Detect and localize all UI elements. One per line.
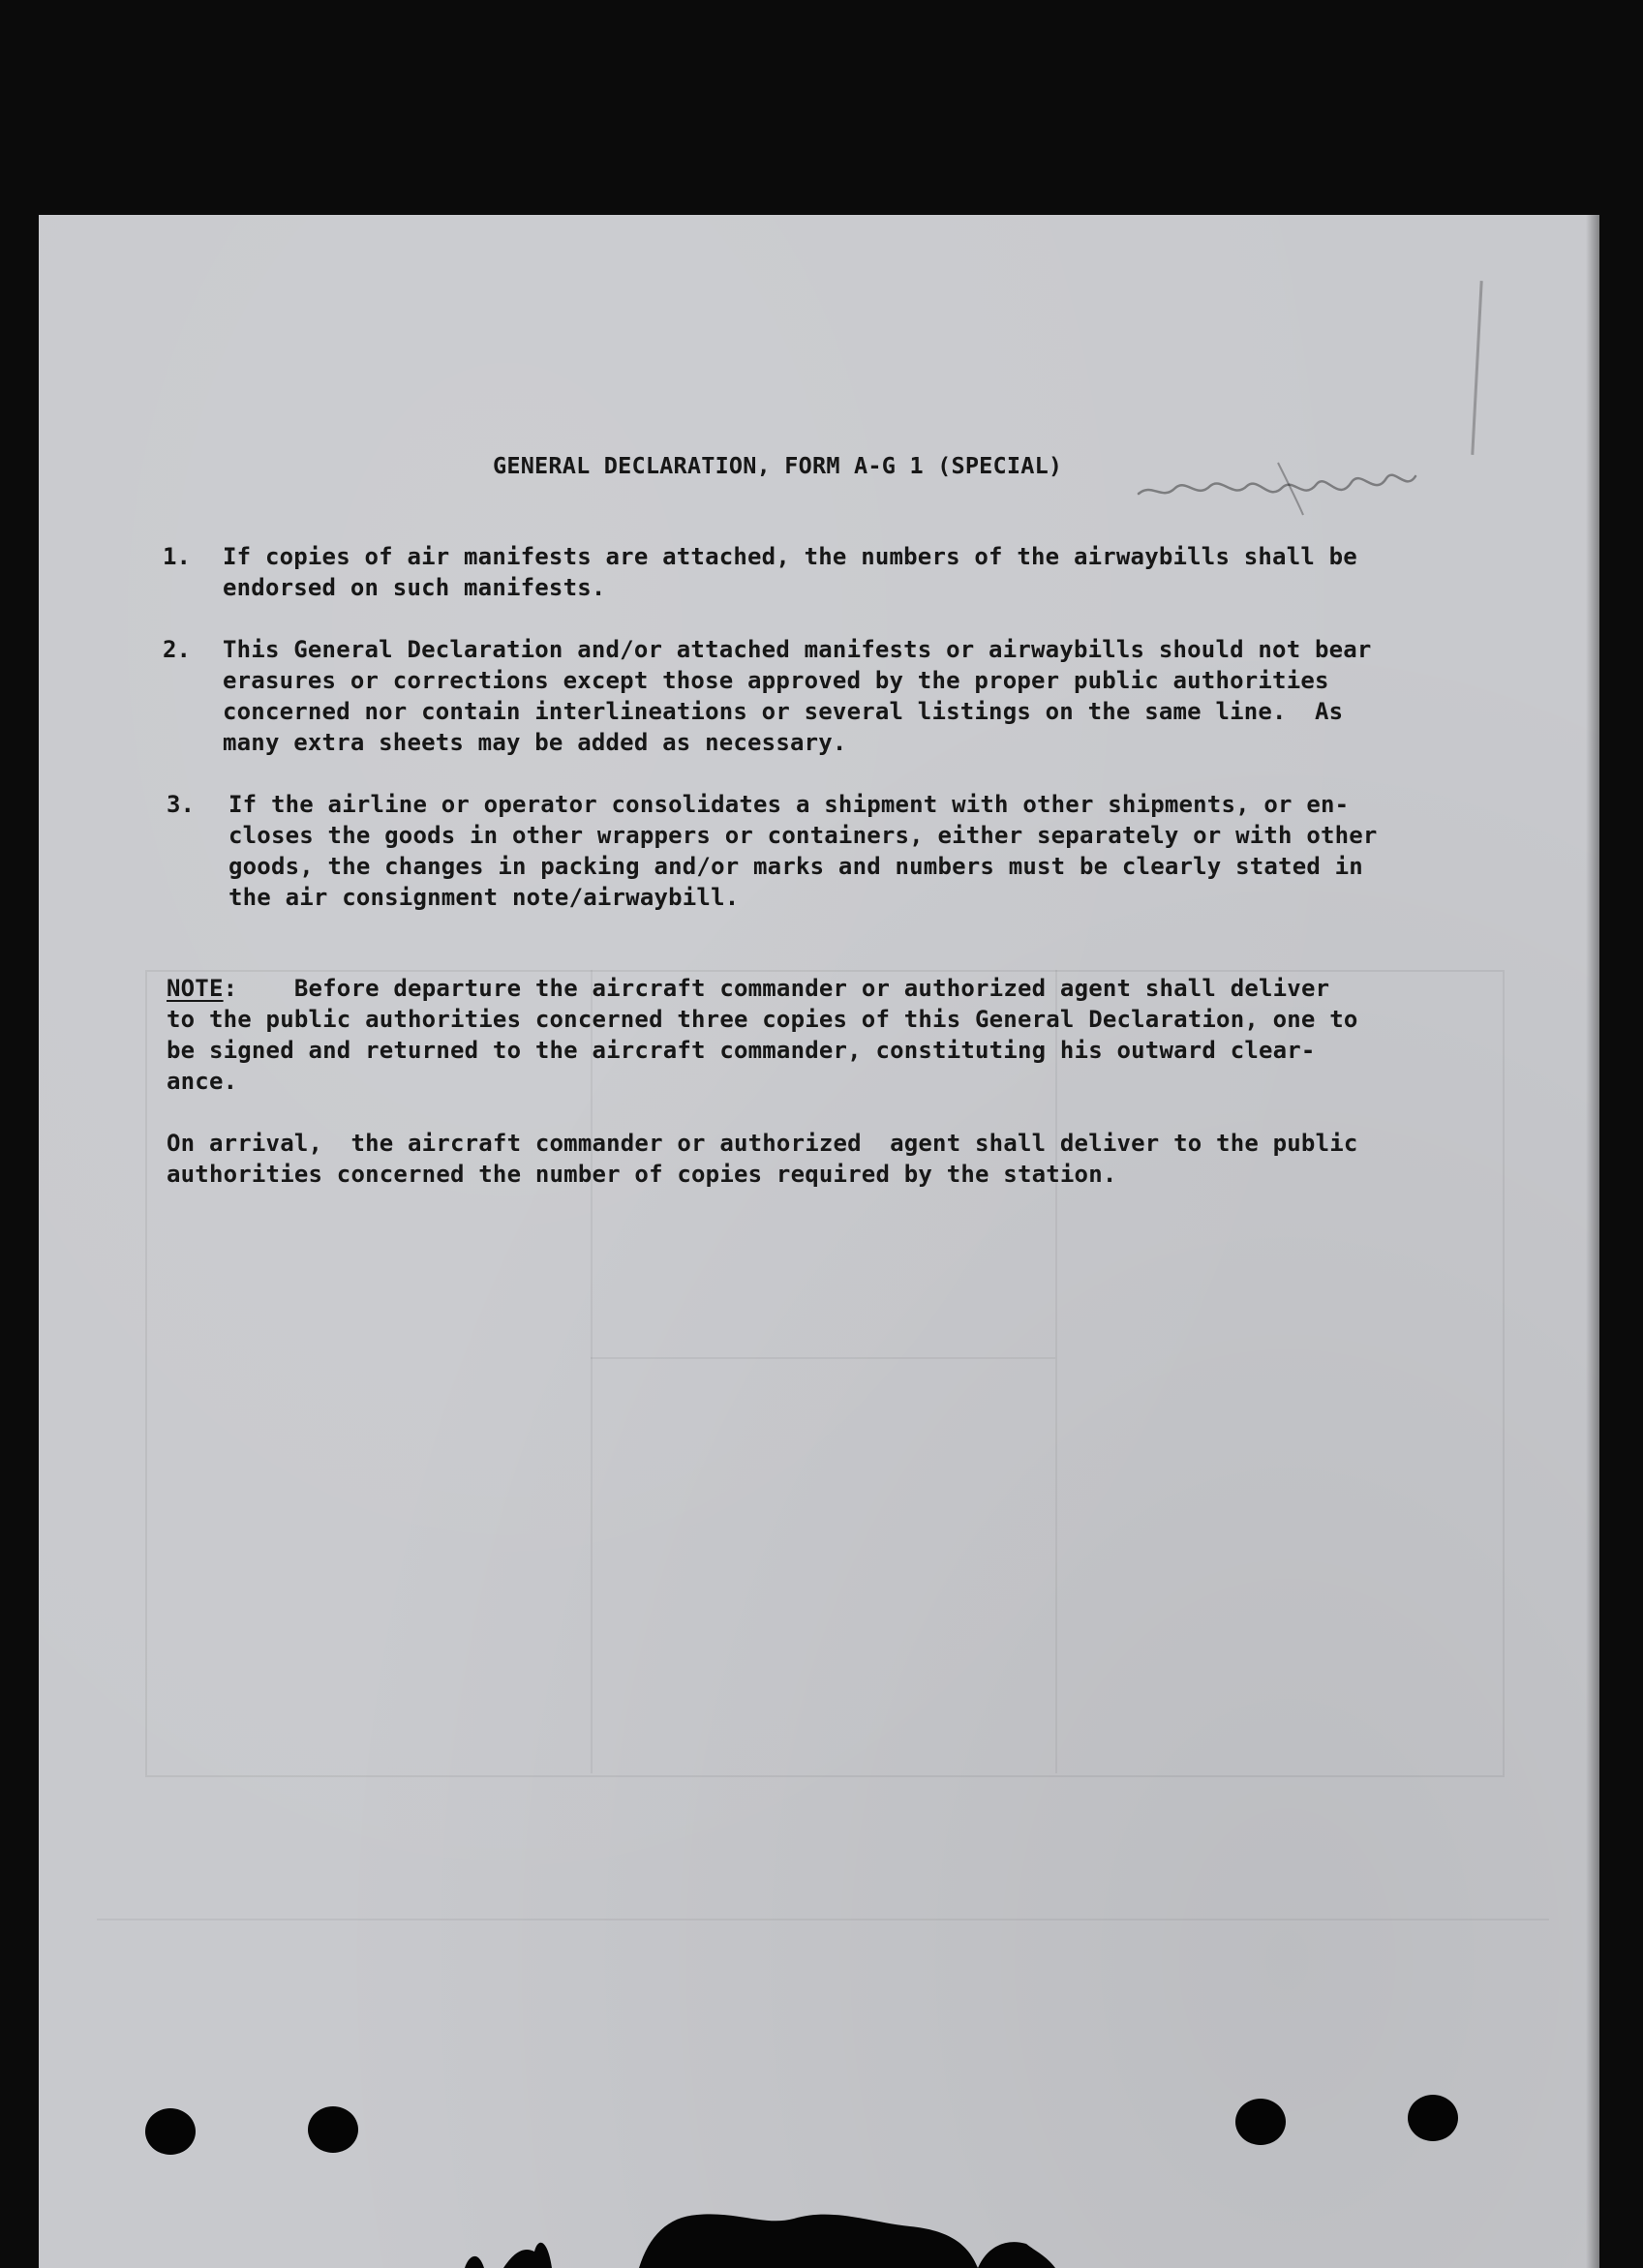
item-line: concerned nor contain interlineations or several listings on the same line. As: [223, 698, 1344, 725]
item-line: many extra sheets may be added as necessary.: [223, 729, 847, 756]
note-line: be signed and returned to the aircraft commander, constituting his outward clear-: [167, 1037, 1316, 1064]
item-line: the air consignment note/airwaybill.: [228, 884, 740, 911]
arrival-line: authorities concerned the number of copies required by the station.: [167, 1161, 1117, 1188]
item-line: This General Declaration and/or attached manifests or airwaybills should not bear: [223, 636, 1372, 663]
item-line: If copies of air manifests are attached, the numbers of the airwaybills shall be: [223, 543, 1357, 570]
page-title: GENERAL DECLARATION, FORM A-G 1 (SPECIAL): [493, 452, 1063, 479]
note-line-1: Before departure the aircraft commander or authorized agent shall deliver: [237, 975, 1330, 1002]
torn-bottom-edge: [0, 2130, 1643, 2268]
item-line: endorsed on such manifests.: [223, 574, 606, 601]
note-line: ance.: [167, 1068, 238, 1095]
sheet-edge-shadow: [1586, 215, 1599, 2268]
item-line: goods, the changes in packing and/or marks and numbers must be clearly stated in: [228, 853, 1363, 880]
item-number: 2.: [163, 636, 191, 663]
handwritten-annotation: [1133, 443, 1501, 521]
item-number: 3.: [167, 791, 195, 818]
item-line: closes the goods in other wrappers or containers, either separately or with other: [228, 822, 1378, 849]
item-line: erasures or corrections except those approved by the proper public authorities: [223, 667, 1329, 694]
bleed-through-rule: [591, 1357, 1055, 1359]
arrival-line: On arrival, the aircraft commander or authorized agent shall deliver to the public: [167, 1130, 1358, 1157]
note-colon: :: [223, 975, 238, 1002]
item-number: 1.: [163, 543, 191, 570]
note-first-line: [167, 974, 1329, 1005]
document-sheet: [39, 215, 1599, 2268]
note-line: to the public authorities concerned three copies of this General Declaration, one to: [167, 1006, 1358, 1033]
bleed-through-rule: [97, 1919, 1549, 1920]
note-label: NOTE: [167, 975, 224, 1002]
item-line: If the airline or operator consolidates a shipment with other shipments, or en-: [228, 791, 1350, 818]
